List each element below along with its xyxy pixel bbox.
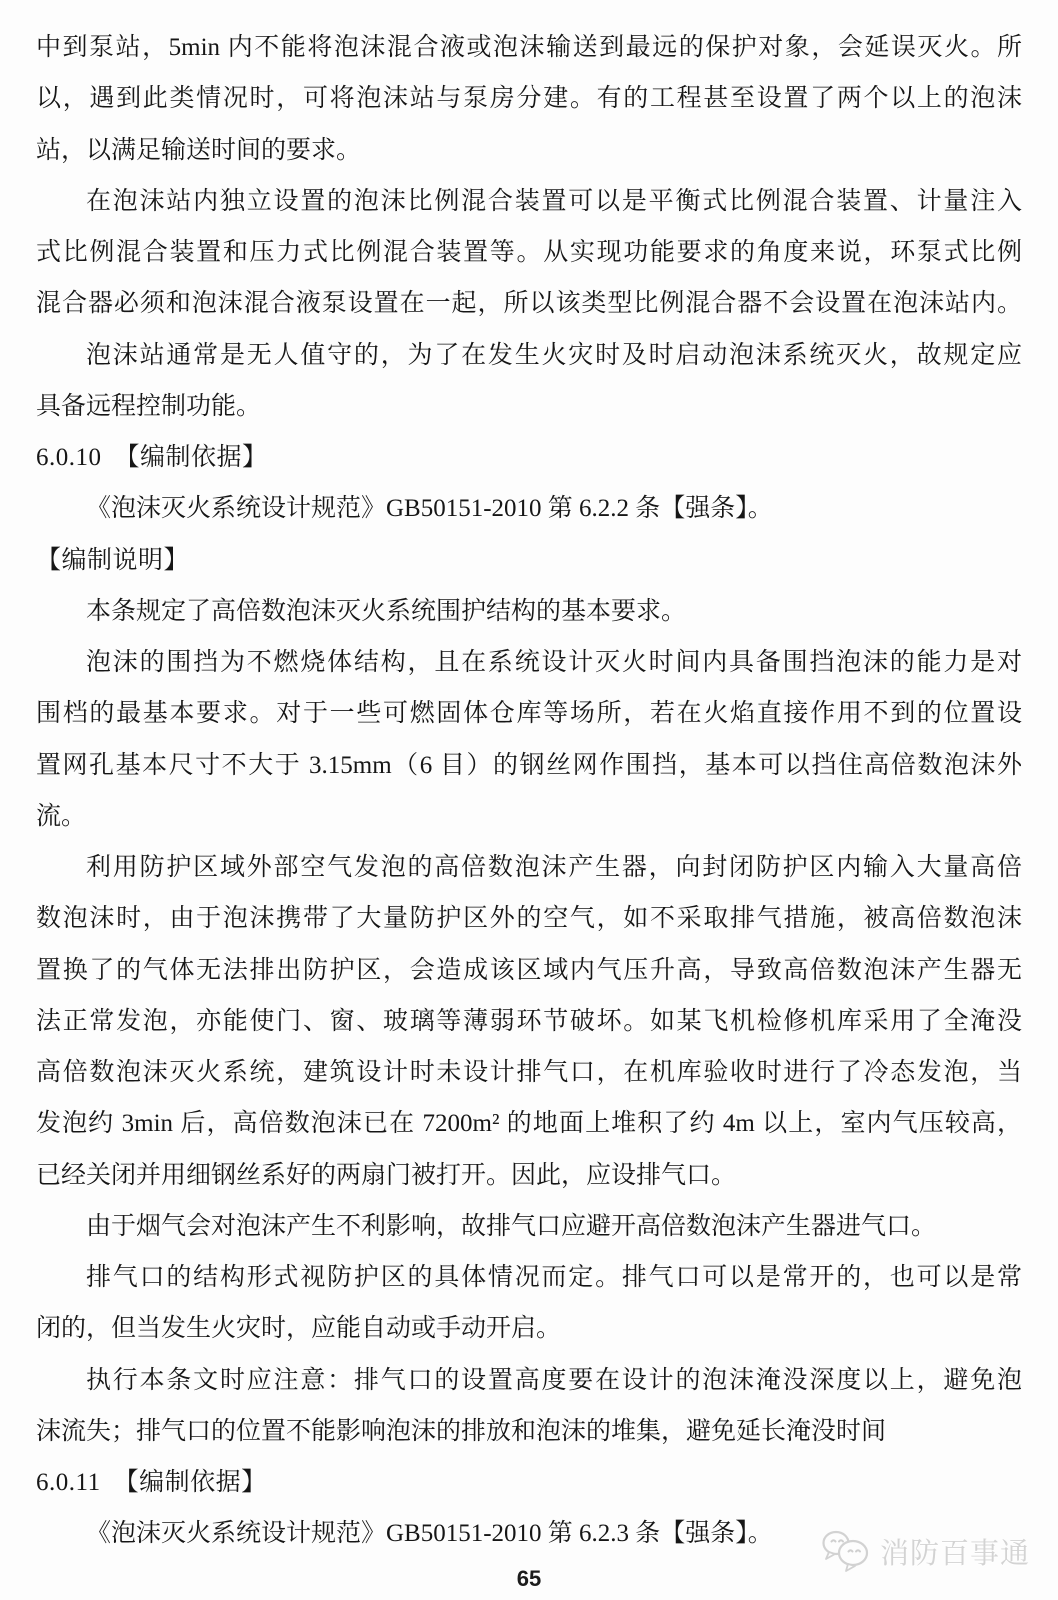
document-text-block	[36, 22, 1022, 1560]
text-line: 置网孔基本尺寸不大于 3.15mm（6 目）的钢丝网作围挡，基本可以挡住高倍数泡沫外	[36, 751, 1022, 779]
text-line: 本条规定了高倍数泡沫灭火系统围护结构的基本要求。	[86, 597, 687, 625]
text-line: 执行本条文时应注意：排气口的设置高度要在设计的泡沫淹没深度以上，避免泡	[86, 1366, 1022, 1394]
text-line: 发泡约 3min 后，高倍数泡沫已在 7200m² 的地面上堆积了约 4m 以上，室内气压较高，	[36, 1110, 1022, 1138]
text-line: 利用防护区域外部空气发泡的高倍数泡沫产生器，向封闭防护区内输入大量高倍	[86, 854, 1022, 881]
text-line: 数泡沫时，由于泡沫携带了大量防护区外的空气，如不采取排气措施，被高倍数泡沫	[36, 905, 1022, 933]
text-line: 置换了的气体无法排出防护区，会造成该区域内气压升高，导致高倍数泡沫产生器无	[36, 956, 1022, 984]
watermark-text: 消防百事通	[879, 1537, 1030, 1570]
text-line: 已经关闭并用细钢丝系好的两扇门被打开。因此，应设排气口。	[36, 1161, 737, 1189]
text-line: 式比例混合装置和压力式比例混合装置等。从实现功能要求的角度来说，环泵式比例	[36, 239, 1022, 266]
text-line: 具备远程控制功能。	[36, 392, 262, 420]
text-line: 围档的最基本要求。对于一些可燃固体仓库等场所，若在火焰直接作用不到的位置设	[36, 700, 1022, 728]
section-6-0-11-heading: 6.0.11 【编制依据】	[36, 1469, 267, 1496]
compilation-note-heading: 【编制说明】	[36, 546, 190, 574]
section-6-0-10-heading: 6.0.10 【编制依据】	[36, 444, 268, 471]
text-line: 法正常发泡，亦能使门、窗、玻璃等薄弱环节破坏。如某飞机检修机库采用了全淹没	[36, 1007, 1022, 1035]
text-line: 泡沫的围挡为不燃烧体结构，且在系统设计灭火时间内具备围挡泡沫的能力是对	[86, 649, 1022, 676]
text-line: 中到泵站，5min 内不能将泡沫混合液或泡沫输送到最远的保护对象，会延误灭火。所	[36, 34, 1022, 61]
text-line: 站，以满足输送时间的要求。	[36, 136, 362, 164]
text-line: 排气口的结构形式视防护区的具体情况而定。排气口可以是常开的，也可以是常	[86, 1264, 1022, 1291]
text-line: 高倍数泡沫灭火系统，建筑设计时未设计排气口，在机库验收时进行了冷态发泡，当	[36, 1059, 1022, 1086]
text-line: 在泡沫站内独立设置的泡沫比例混合装置可以是平衡式比例混合装置、计量注入	[86, 187, 1022, 215]
text-line: 闭的，但当发生火灾时，应能自动或手动开启。	[36, 1315, 562, 1343]
text-line: 由于烟气会对泡沫产生不利影响，故排气口应避开高倍数泡沫产生器进气口。	[86, 1212, 937, 1240]
text-line: 以，遇到此类情况时，可将泡沫站与泵房分建。有的工程甚至设置了两个以上的泡沫	[36, 85, 1022, 113]
reference-line: 《泡沫灭火系统设计规范》GB50151-2010 第 6.2.3 条【强条】。	[86, 1520, 773, 1548]
text-line: 流。	[36, 802, 87, 830]
text-line: 泡沫站通常是无人值守的，为了在发生火灾时及时启动泡沫系统灭火，故规定应	[86, 341, 1022, 369]
text-line: 混合器必须和泡沫混合液泵设置在一起，所以该类型比例混合器不会设置在泡沫站内。	[36, 290, 1022, 318]
reference-line: 《泡沫灭火系统设计规范》GB50151-2010 第 6.2.2 条【强条】。	[86, 495, 773, 523]
page-number: 65	[516, 1566, 542, 1591]
text-line: 沫流失；排气口的位置不能影响泡沫的排放和泡沫的堆集，避免延长淹没时间	[36, 1417, 887, 1445]
